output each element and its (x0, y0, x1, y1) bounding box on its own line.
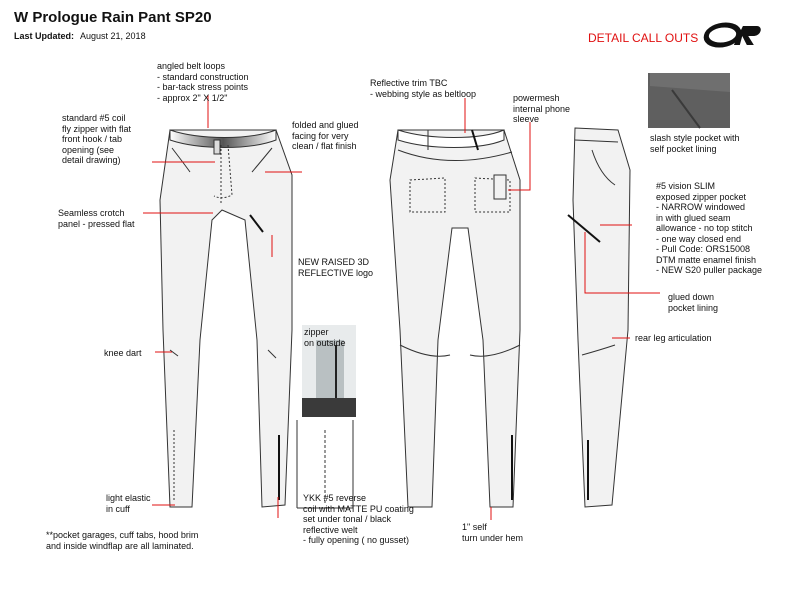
callout-folded-facing: folded and glued facing for very clean / flat finish (292, 120, 359, 151)
callout-crotch-panel: Seamless crotch panel - pressed flat (58, 208, 135, 229)
callout-slash-pocket: slash style pocket with self pocket lining (650, 133, 740, 154)
callout-self-hem: 1" self turn under hem (462, 522, 524, 543)
callout-powermesh: powermesh internal phone sleeve (513, 93, 571, 124)
callout-reflective-logo: NEW RAISED 3D REFLECTIVE logo (298, 257, 374, 278)
detail-callouts-heading: DETAIL CALL OUTS (588, 31, 699, 45)
callout-zipper-outside: zipper on outside (304, 327, 346, 348)
callout-fly-zipper: standard #5 coil fly zipper with flat front hook / tab opening (see detail drawing) (62, 113, 132, 165)
page-title: W Prologue Rain Pant SP20 (14, 9, 212, 26)
callout-belt-loops: angled belt loops - standard construction - bar-tack stress points - approx 2" X 1/2" (157, 61, 249, 103)
laminated-note: **pocket garages, cuff tabs, hood brim and inside windflap are all laminated. (46, 530, 199, 551)
callout-reflective-trim: Reflective trim TBC - webbing style as beltloop (370, 78, 477, 99)
callout-glued-pocket: glued down pocket lining (668, 292, 719, 313)
pocket-photo (648, 73, 730, 128)
pant-side-view (568, 128, 630, 507)
callout-light-elastic: light elastic in cuff (106, 493, 151, 514)
callout-ykk-zipper: YKK #5 reverse coil with MATTE PU coating set under tonal / black reflective welt - fully opening ( no gusset) (303, 493, 414, 545)
callout-vision-zipper: #5 vision SLIM exposed zipper pocket - NARROW windowed in with glued seam allowance - no top stitch - one way closed end - Pull Code: ORS15008 DTM matte enamel finish - NEW S20 puller package (656, 181, 763, 275)
callout-rear-articulation: rear leg articulation (635, 333, 712, 343)
pant-front-view (160, 130, 292, 507)
pant-back-view (390, 130, 520, 507)
callout-knee-dart: knee dart (104, 348, 142, 358)
updated-label: Last Updated: (14, 31, 75, 41)
updated-date: August 21, 2018 (80, 31, 146, 41)
